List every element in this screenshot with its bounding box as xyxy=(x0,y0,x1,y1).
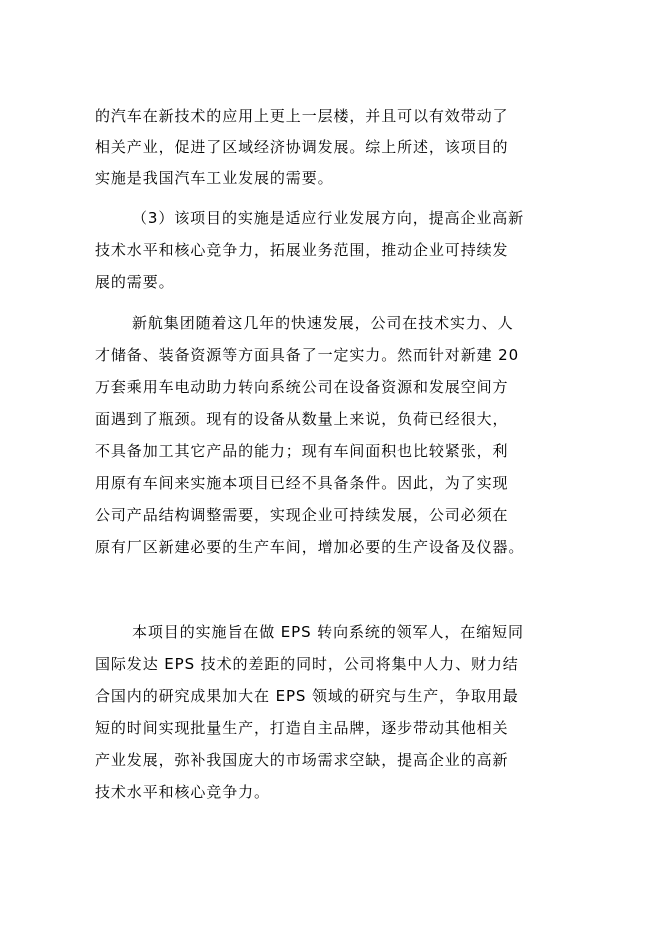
paragraph-3-line-2: 才储备、装备资源等方面具备了一定实力。然而针对新建 20 xyxy=(95,346,520,364)
paragraph-3-line-8: 原有厂区新建必要的生产车间，增加必要的生产设备及仪器。 xyxy=(95,538,525,556)
paragraph-1-line-3: 实施是我国汽车工业发展的需要。 xyxy=(95,169,334,187)
paragraph-3-line-4: 面遇到了瓶颈。现有的设备从数量上来说，负荷已经很大， xyxy=(95,410,509,428)
paragraph-3-line-5: 不具备加工其它产品的能力；现有车间面积也比较紧张，利 xyxy=(95,442,509,460)
paragraph-4-line-1: 本项目的实施旨在做 EPS 转向系统的领军人，在缩短同 xyxy=(132,623,524,641)
paragraph-4-line-5: 产业发展，弥补我国庞大的市场需求空缺，提高企业的高新 xyxy=(95,751,509,769)
paragraph-4-line-3: 合国内的研究成果加大在 EPS 领域的研究与生产，争取用最 xyxy=(95,687,519,705)
paragraph-2-line-1: （3）该项目的实施是适应行业发展方向，提高企业高新 xyxy=(132,209,525,227)
paragraph-4-line-4: 短的时间实现批量生产，打造自主品牌，逐步带动其他相关 xyxy=(95,719,509,737)
paragraph-3-line-7: 公司产品结构调整需要，实现企业可持续发展，公司必须在 xyxy=(95,506,509,524)
paragraph-1-line-1: 的汽车在新技术的应用上更上一层楼，并且可以有效带动了 xyxy=(95,107,509,125)
paragraph-3-line-1: 新航集团随着这几年的快速发展，公司在技术实力、人 xyxy=(132,314,514,332)
paragraph-4-line-6: 技术水平和核心竞争力。 xyxy=(95,783,270,801)
paragraph-3-line-6: 用原有车间来实施本项目已经不具备条件。因此，为了实现 xyxy=(95,474,509,492)
paragraph-3-line-3: 万套乘用车电动助力转向系统公司在设备资源和发展空间方 xyxy=(95,378,509,396)
paragraph-1-line-2: 相关产业，促进了区域经济协调发展。综上所述，该项目的 xyxy=(95,138,509,156)
paragraph-2-line-3: 展的需要。 xyxy=(95,273,175,291)
paragraph-2-line-2: 技术水平和核心竞争力，拓展业务范围，推动企业可持续发 xyxy=(95,241,509,259)
paragraph-4-line-2: 国际发达 EPS 技术的差距的同时，公司将集中人力、财力结 xyxy=(95,655,519,673)
